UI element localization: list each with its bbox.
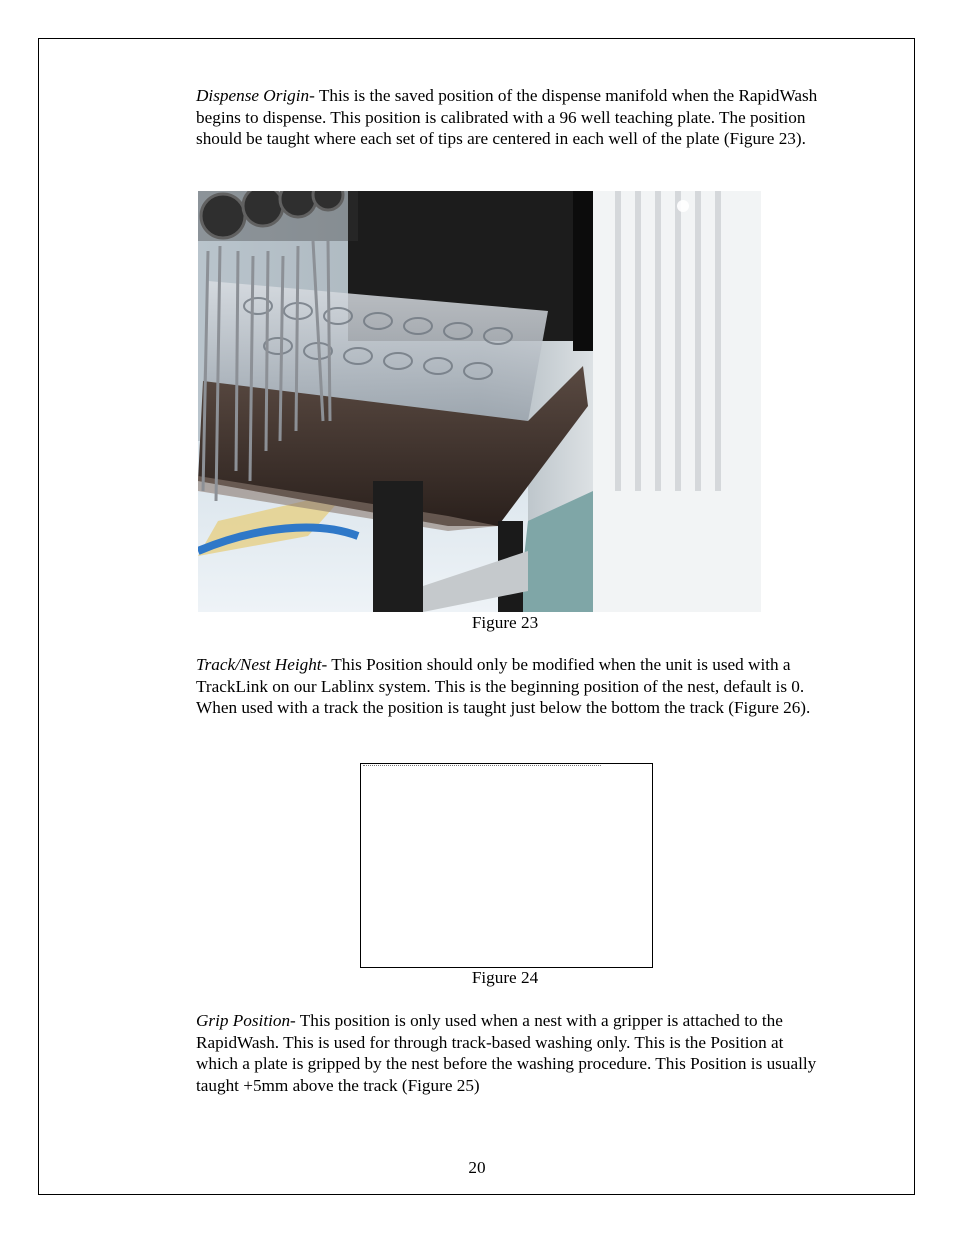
paragraph-track-nest-height-text: This Position should only be modified when the unit is used with a TrackLink on our Lablinx system. This is the beginning position of the nest, default is 0. When used with a track the position is taught just below the bottom the track (Figure 26). [196, 655, 811, 717]
term-dispense-origin: Dispense Origin- [196, 86, 315, 105]
page-number: 20 [468, 1158, 486, 1177]
figure-23-caption: Figure 23 [471, 613, 539, 632]
figure-24-image-placeholder [360, 763, 653, 968]
term-track-nest-height: Track/Nest Height- [196, 655, 328, 674]
paragraph-grip-position-text: This position is only used when a nest with a gripper is attached to the RapidWash. This is used for through track-based washing only. This is the Position at which a plate is gripped by the nest before the washing procedure. This Position is usually taught +5mm above the track (Figure 25) [196, 1011, 817, 1095]
paragraph-track-nest-height [196, 654, 821, 719]
term-grip-position: Grip Position- [196, 1011, 296, 1030]
figure-24-caption: Figure 24 [471, 968, 539, 987]
figure-23-photo [198, 191, 761, 612]
paragraph-dispense-origin [196, 85, 821, 150]
figure-24-scan-line [363, 765, 601, 768]
paragraph-dispense-origin-text: This is the saved position of the dispense manifold when the RapidWash begins to dispense. This position is calibrated with a 96 well teaching plate. The position should be taught where each set of tips are centered in each well of the plate (Figure 23). [196, 86, 818, 148]
paragraph-grip-position [196, 1010, 821, 1096]
